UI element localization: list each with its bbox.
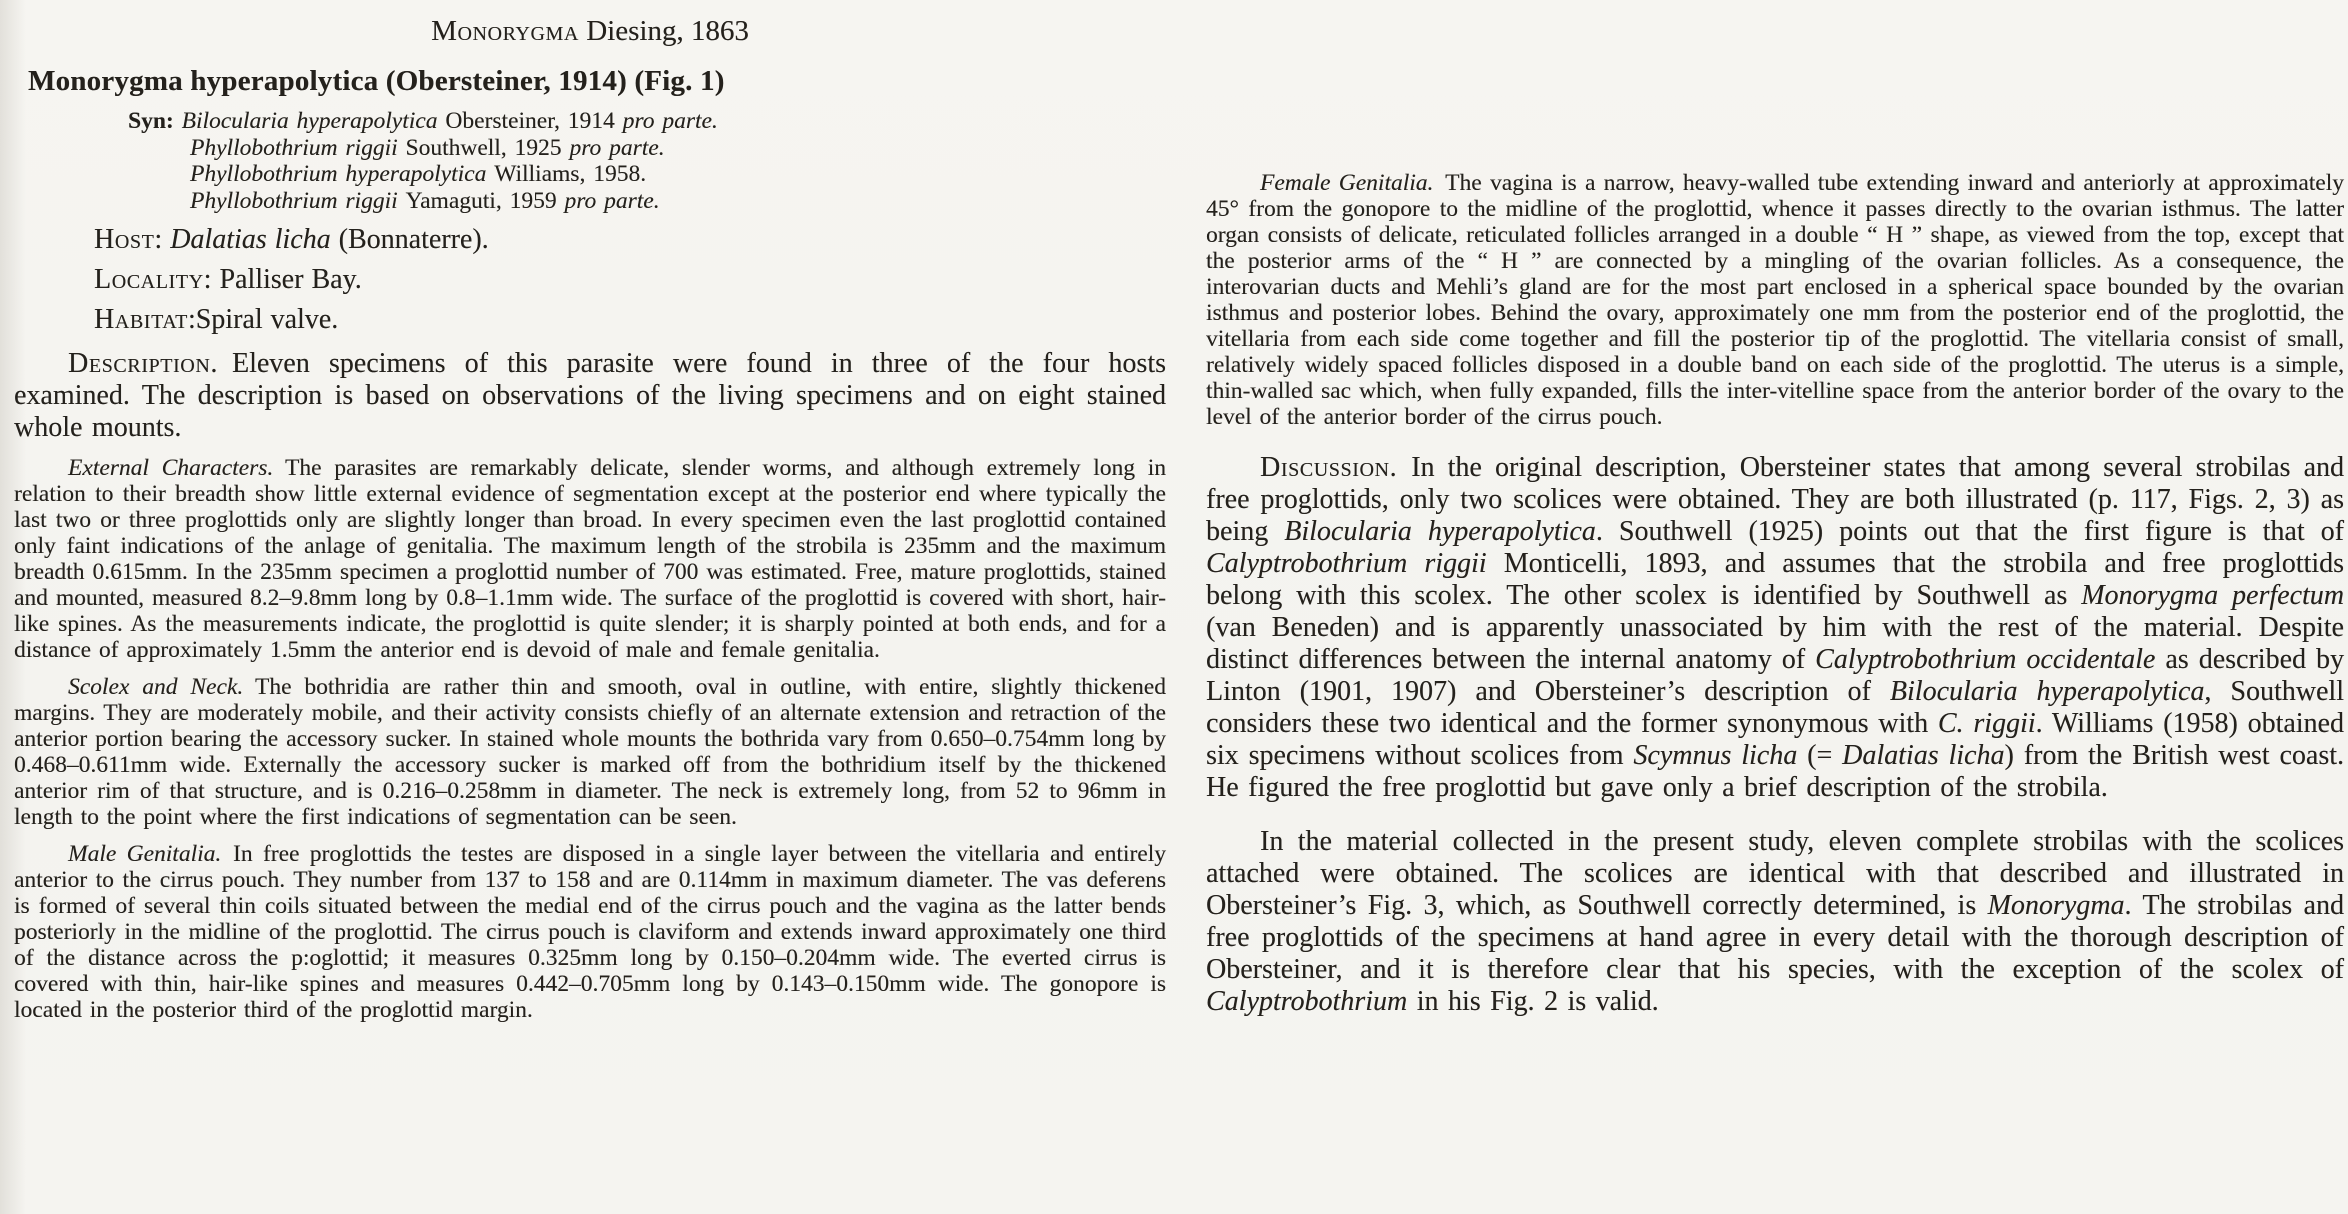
host-line xyxy=(94,224,1166,256)
scolex-neck-paragraph xyxy=(14,674,1166,830)
genus-heading xyxy=(14,14,1166,48)
synonym-line-1-text: pro parte. xyxy=(622,108,718,134)
female-genitalia-paragraph-text: The vagina is a narrow, heavy-walled tube extending inward and anteriorly at approximately 45° from the gonopore to the midline of the proglottid, whence it passes directly to the ovarian isthmus. The latter organ consists of delicate, reticulated follicles arranged in a double “ H ” shape, as viewed from the top, except that the posterior arms of the “ H ” are connected by a mingling of the ovarian follicles. As a consequence, the interovarian ducts and Mehli’s gland are for the most part enclosed in a spherical space bounded by the ovarian isthmus and posterior lobes. Behind the ovary, approximately one mm from the posterior end of the proglottid, the vitellaria from each side come together and fill the posterior tip of the proglottid. The vitellaria consist of small, relatively widely spaced follicles disposed in a double band on each side of the proglottid. The uterus is a simple, thin-walled sac which, when fully expanded, fills the inter-vitelline space from the anterior border of the ovary to the level of the anterior border of the cirrus pouch. xyxy=(1206,170,2344,430)
locality-line-text: : Palliser Bay. xyxy=(203,264,362,295)
conclusion-paragraph-text: Monorygma xyxy=(1987,890,2125,921)
discussion-paragraph-text: . Southwell (1925) points out that the first figure is that of xyxy=(1595,516,2344,547)
right-column xyxy=(1206,170,2344,1018)
external-characters-paragraph-text: The parasites are remarkably delicate, slender worms, and although extremely long in relation to their breadth show little external evidence of segmentation except at the posterior end where typically the last two or three proglottids only are slightly longer than broad. In every specimen even the last proglottid contained only faint indications of the anlage of genitalia. The maximum length of the strobila is 235mm and the maximum breadth 0.615mm. In the 235mm specimen a proglottid number of 700 was estimated. Free, mature proglottids, stained and mounted, measured 8.2–9.8mm long by 0.8–1.1mm wide. The surface of the proglottid is covered with short, hair-like spines. As the measurements indicate, the proglottid is quite slender; it is sharply pointed at both ends, and for a distance of approximately 1.5mm the anterior end is devoid of male and female genitalia. xyxy=(14,455,1166,663)
discussion-paragraph-text: Calyptrobothrium riggii xyxy=(1206,548,1487,579)
description-paragraph xyxy=(14,348,1166,444)
discussion-paragraph-text: (van Beneden) and is apparently unassociated by him with the rest of the material. Despite distinct differences between the internal anatomy of xyxy=(1206,612,2344,675)
conclusion-paragraph-text: In the material collected in the present study, eleven complete strobilas with the scolices attached were obtained. The scolices are identical with that described and illustrated in Obersteiner’s Fig. 3, which, as Southwell correctly determined, is xyxy=(1206,826,2344,921)
synonym-line-2-text: pro parte. xyxy=(569,134,665,161)
conclusion-paragraph-text: . The strobilas and free proglottids of the specimens at hand agree in every detail with the thorough description of Obersteiner, and it is therefore clear that his species, with the exception of the scolex of xyxy=(1206,890,2344,985)
habitat-line xyxy=(94,304,1166,336)
host-line-text: : xyxy=(154,224,171,255)
synonym-line-4 xyxy=(14,188,1166,215)
genus-heading-text: Monorygma xyxy=(431,15,579,47)
male-genitalia-paragraph-text: Male Genitalia. xyxy=(68,841,222,867)
synonym-line-3 xyxy=(14,161,1166,188)
synonym-line-3-text: Phyllobothrium hyperapolytica xyxy=(190,161,495,187)
synonym-line-1-text: Bilocularia hyperapolytica xyxy=(181,108,446,134)
synonym-line-4-text: Yamaguti, 1959 xyxy=(405,187,565,214)
external-characters-paragraph-text: External Characters. xyxy=(68,455,274,481)
synonym-line-3-text: Williams, 1958. xyxy=(494,161,647,187)
host-line-text: Host xyxy=(94,224,155,255)
locality-line xyxy=(94,264,1166,296)
discussion-paragraph-text: ) from the British west coast. He figured the free proglottid but gave only a brief description of the strobila. xyxy=(1206,740,2344,803)
male-genitalia-paragraph xyxy=(14,841,1166,1023)
conclusion-paragraph-text: Calyptrobothrium xyxy=(1206,986,1408,1017)
synonym-line-2 xyxy=(14,135,1166,162)
discussion-paragraph-text: (= xyxy=(1797,740,1843,771)
habitat-line-text: Habitat xyxy=(94,304,188,335)
conclusion-paragraph xyxy=(1206,826,2344,1018)
synonym-line-1 xyxy=(14,108,1166,135)
discussion-paragraph-text: Discussion. xyxy=(1260,452,1398,483)
discussion-paragraph-text: C. riggii xyxy=(1937,708,2036,739)
discussion-paragraph-text: Monorygma perfectum xyxy=(2081,580,2345,611)
synonym-line-2-text: Southwell, 1925 xyxy=(405,134,570,161)
host-line-text: Dalatias licha xyxy=(170,224,331,255)
scolex-neck-paragraph-text: The bothridia are rather thin and smooth, oval in outline, with entire, slightly thickened margins. They are moderately mobile, and their activity consists chiefly of an alternate extension and retraction of the anterior portion bearing the accessory sucker. In stained whole mounts the bothrida vary from 0.650–0.754mm long by 0.468–0.611mm wide. Externally the accessory sucker is marked off from the bothridium itself by the thickened anterior rim of that structure, and is 0.216–0.258mm in diameter. The neck is extremely long, from 52 to 96mm in length to the point where the first indications of segmentation can be seen. xyxy=(14,674,1166,830)
discussion-paragraph xyxy=(1206,452,2344,804)
discussion-paragraph-text: Bilocularia hyperapolytica xyxy=(1284,516,1596,547)
species-heading-text: Monorygma hyperapolytica (Obersteiner, 1914) (Fig. 1) xyxy=(28,65,725,97)
synonym-line-4-text: pro parte. xyxy=(564,187,660,214)
female-genitalia-paragraph xyxy=(1206,170,2344,430)
synonym-line-1-text: Syn: xyxy=(128,108,182,134)
description-paragraph-text: Eleven specimens of this parasite were found in three of the four hosts examined. The description is based on observations of the living specimens and on eight stained whole mounts. xyxy=(14,348,1166,443)
description-paragraph-text: Description. xyxy=(68,348,218,379)
discussion-paragraph-text: Monticelli, 1893, and assumes that the strobila and free proglottids belong with this scolex. The other scolex is identified by Southwell as xyxy=(1206,548,2344,611)
discussion-paragraph-text: Calyptrobothrium occidentale xyxy=(1815,644,2156,675)
discussion-paragraph-text: Dalatias licha xyxy=(1842,740,2005,771)
discussion-paragraph-text: , Southwell considers these two identical and the former synonymous with xyxy=(1206,676,2344,739)
male-genitalia-paragraph-text: In free proglottids the testes are disposed in a single layer between the vitellaria and entirely anterior to the cirrus pouch. They number from 137 to 158 and are 0.114mm in maximum diameter. The vas deferens is formed of several thin coils situated between the medial end of the cirrus pouch and the vagina as the latter bends posteriorly in the midline of the proglottid. The cirrus pouch is claviform and extends inward approximately one third of the distance across the p:oglottid; it measures 0.325mm long by 0.150–0.204mm wide. The everted cirrus is covered with thin, hair-like spines and measures 0.442–0.705mm long by 0.143–0.150mm wide. The gonopore is located in the posterior third of the proglottid margin. xyxy=(14,841,1166,1023)
habitat-line-text: :Spiral valve. xyxy=(187,304,339,335)
discussion-paragraph-text: In the original description, Obersteiner states that among several strobilas and free proglottids, only two scolices were obtained. They are both illustrated (p. 117, Figs. 2, 3) as being xyxy=(1206,452,2344,547)
genus-heading-text: Diesing, 1863 xyxy=(578,15,749,47)
synonym-line-4-text: Phyllobothrium riggii xyxy=(190,187,406,214)
synonym-line-2-text: Phyllobothrium riggii xyxy=(190,134,406,161)
species-heading xyxy=(28,64,1166,98)
discussion-paragraph-text: Bilocularia hyperapolytica xyxy=(1889,676,2205,707)
scolex-neck-paragraph-text: Scolex and Neck. xyxy=(68,674,244,700)
host-line-text: (Bonnaterre). xyxy=(330,224,489,255)
discussion-paragraph-text: as described by Linton (1901, 1907) and Obersteiner’s description of xyxy=(1206,644,2345,707)
locality-line-text: Locality xyxy=(94,264,204,295)
synonym-line-1-text: Obersteiner, 1914 xyxy=(445,108,623,134)
external-characters-paragraph xyxy=(14,455,1166,663)
left-column xyxy=(14,10,1166,1023)
female-genitalia-paragraph-text: Female Genitalia. xyxy=(1260,170,1434,196)
discussion-paragraph-text: . Williams (1958) obtained six specimens without scolices from xyxy=(1206,708,2344,771)
discussion-paragraph-text: Scymnus licha xyxy=(1633,740,1798,771)
conclusion-paragraph-text: in his Fig. 2 is valid. xyxy=(1407,986,1659,1017)
